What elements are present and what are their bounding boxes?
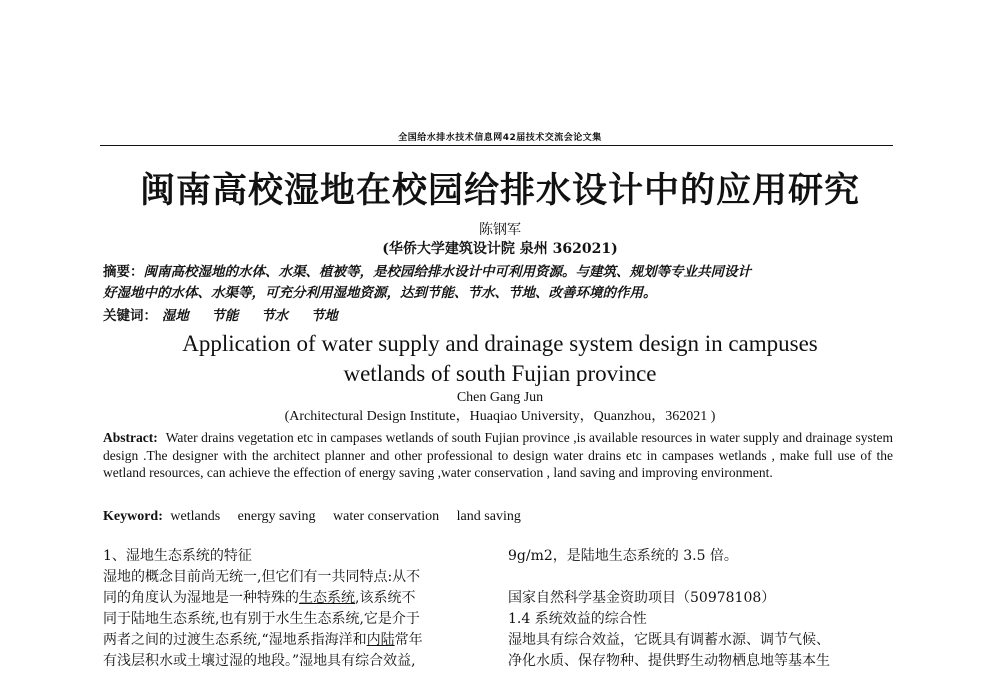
body-line: 湿地的概念目前尚无统一,但它们有一共同特点:从不 bbox=[103, 569, 421, 585]
body-line: 同的角度认为湿地是一种特殊的生态系统,该系统不 bbox=[103, 590, 416, 606]
section-heading: 1.4 系统效益的综合性 bbox=[508, 611, 647, 627]
abstract-english-label: Abstract: bbox=[103, 430, 158, 445]
paper-title-english bbox=[0, 329, 1000, 389]
body-line: 有浅层积水或土壤过湿的地段。”湿地具有综合效益, bbox=[103, 653, 416, 669]
keywords-english-label: Keyword: bbox=[103, 509, 163, 524]
keywords-chinese-label: 关键词： bbox=[103, 308, 157, 324]
paragraph-gap bbox=[508, 567, 893, 588]
body-line: 同于陆地生态系统,也有别于水生生态系统,它是介于 bbox=[103, 611, 420, 627]
keyword-english: water conservation bbox=[333, 509, 440, 524]
section-heading: 1、湿地生态系统的特征 bbox=[103, 548, 252, 564]
running-header: 全国给水排水技术信息网42届技术交流会论文集 bbox=[398, 133, 602, 143]
keyword-english: land saving bbox=[456, 509, 521, 524]
header-rule bbox=[100, 145, 893, 146]
author-chinese: 陈钢军 bbox=[479, 222, 521, 238]
paper-title-english-line-2: wetlands of south Fujian province bbox=[343, 361, 657, 386]
keyword-english: energy saving bbox=[237, 509, 316, 524]
body-line: 9g/m2，是陆地生态系统的 3.5 倍。 bbox=[508, 548, 738, 564]
abstract-english bbox=[103, 429, 893, 482]
body-line: 湿地具有综合效益，它既具有调蓄水源、调节气候、 bbox=[508, 632, 830, 648]
body-column-right bbox=[508, 546, 893, 672]
underlined-term: 内陆 bbox=[366, 632, 395, 648]
affiliation-english: (Architectural Design Institute，Huaqiao University，Quanzhou，362021 ) bbox=[284, 409, 716, 424]
abstract-chinese-line-2: 好湿地中的水体、水渠等，可充分利用湿地资源，达到节能、节水、节地、改善环境的作用。 bbox=[103, 285, 657, 301]
body-column-left bbox=[103, 546, 481, 672]
paper-title-chinese: 闽南高校湿地在校园给排水设计中的应用研究 bbox=[139, 171, 860, 211]
keyword-chinese: 湿地 bbox=[161, 308, 189, 324]
body-line: 两者之间的过渡生态系统,“湿地系指海洋和内陆常年 bbox=[103, 632, 423, 648]
keyword-chinese: 节水 bbox=[261, 308, 289, 324]
keyword-chinese: 节地 bbox=[310, 308, 338, 324]
underlined-term: 生态系统 bbox=[299, 590, 355, 606]
fund-note: 国家自然科学基金资助项目（50978108） bbox=[508, 590, 776, 606]
abstract-chinese-line-1: 闽南高校湿地的水体、水渠、植被等，是校园给排水设计中可利用资源。与建筑、规划等专业共同设计 bbox=[143, 264, 751, 280]
affiliation-chinese: (华侨大学建筑设计院 泉州 362021) bbox=[382, 241, 618, 257]
author-english: Chen Gang Jun bbox=[456, 390, 544, 405]
abstract-chinese bbox=[103, 262, 893, 304]
abstract-chinese-label: 摘要： bbox=[103, 264, 144, 280]
keyword-chinese: 节能 bbox=[211, 308, 239, 324]
abstract-english-text: Water drains vegetation etc in campases wetlands of south Fujian province ,is available resources in water supply and drainage system design .The designer with the architect planner and other professional to design water drains etc in campases wetlands , make full use of the wetland resources, can achieve the effection of energy saving ,water conservation , land saving and improving environment. bbox=[103, 430, 893, 480]
keywords-english bbox=[103, 508, 893, 526]
body-line: 净化水质、保存物种、提供野生动物栖息地等基本生 bbox=[508, 653, 830, 669]
keyword-english: wetlands bbox=[170, 509, 221, 524]
keywords-chinese bbox=[103, 306, 893, 326]
paper-title-english-line-1: Application of water supply and drainage system design in campuses bbox=[182, 331, 818, 356]
